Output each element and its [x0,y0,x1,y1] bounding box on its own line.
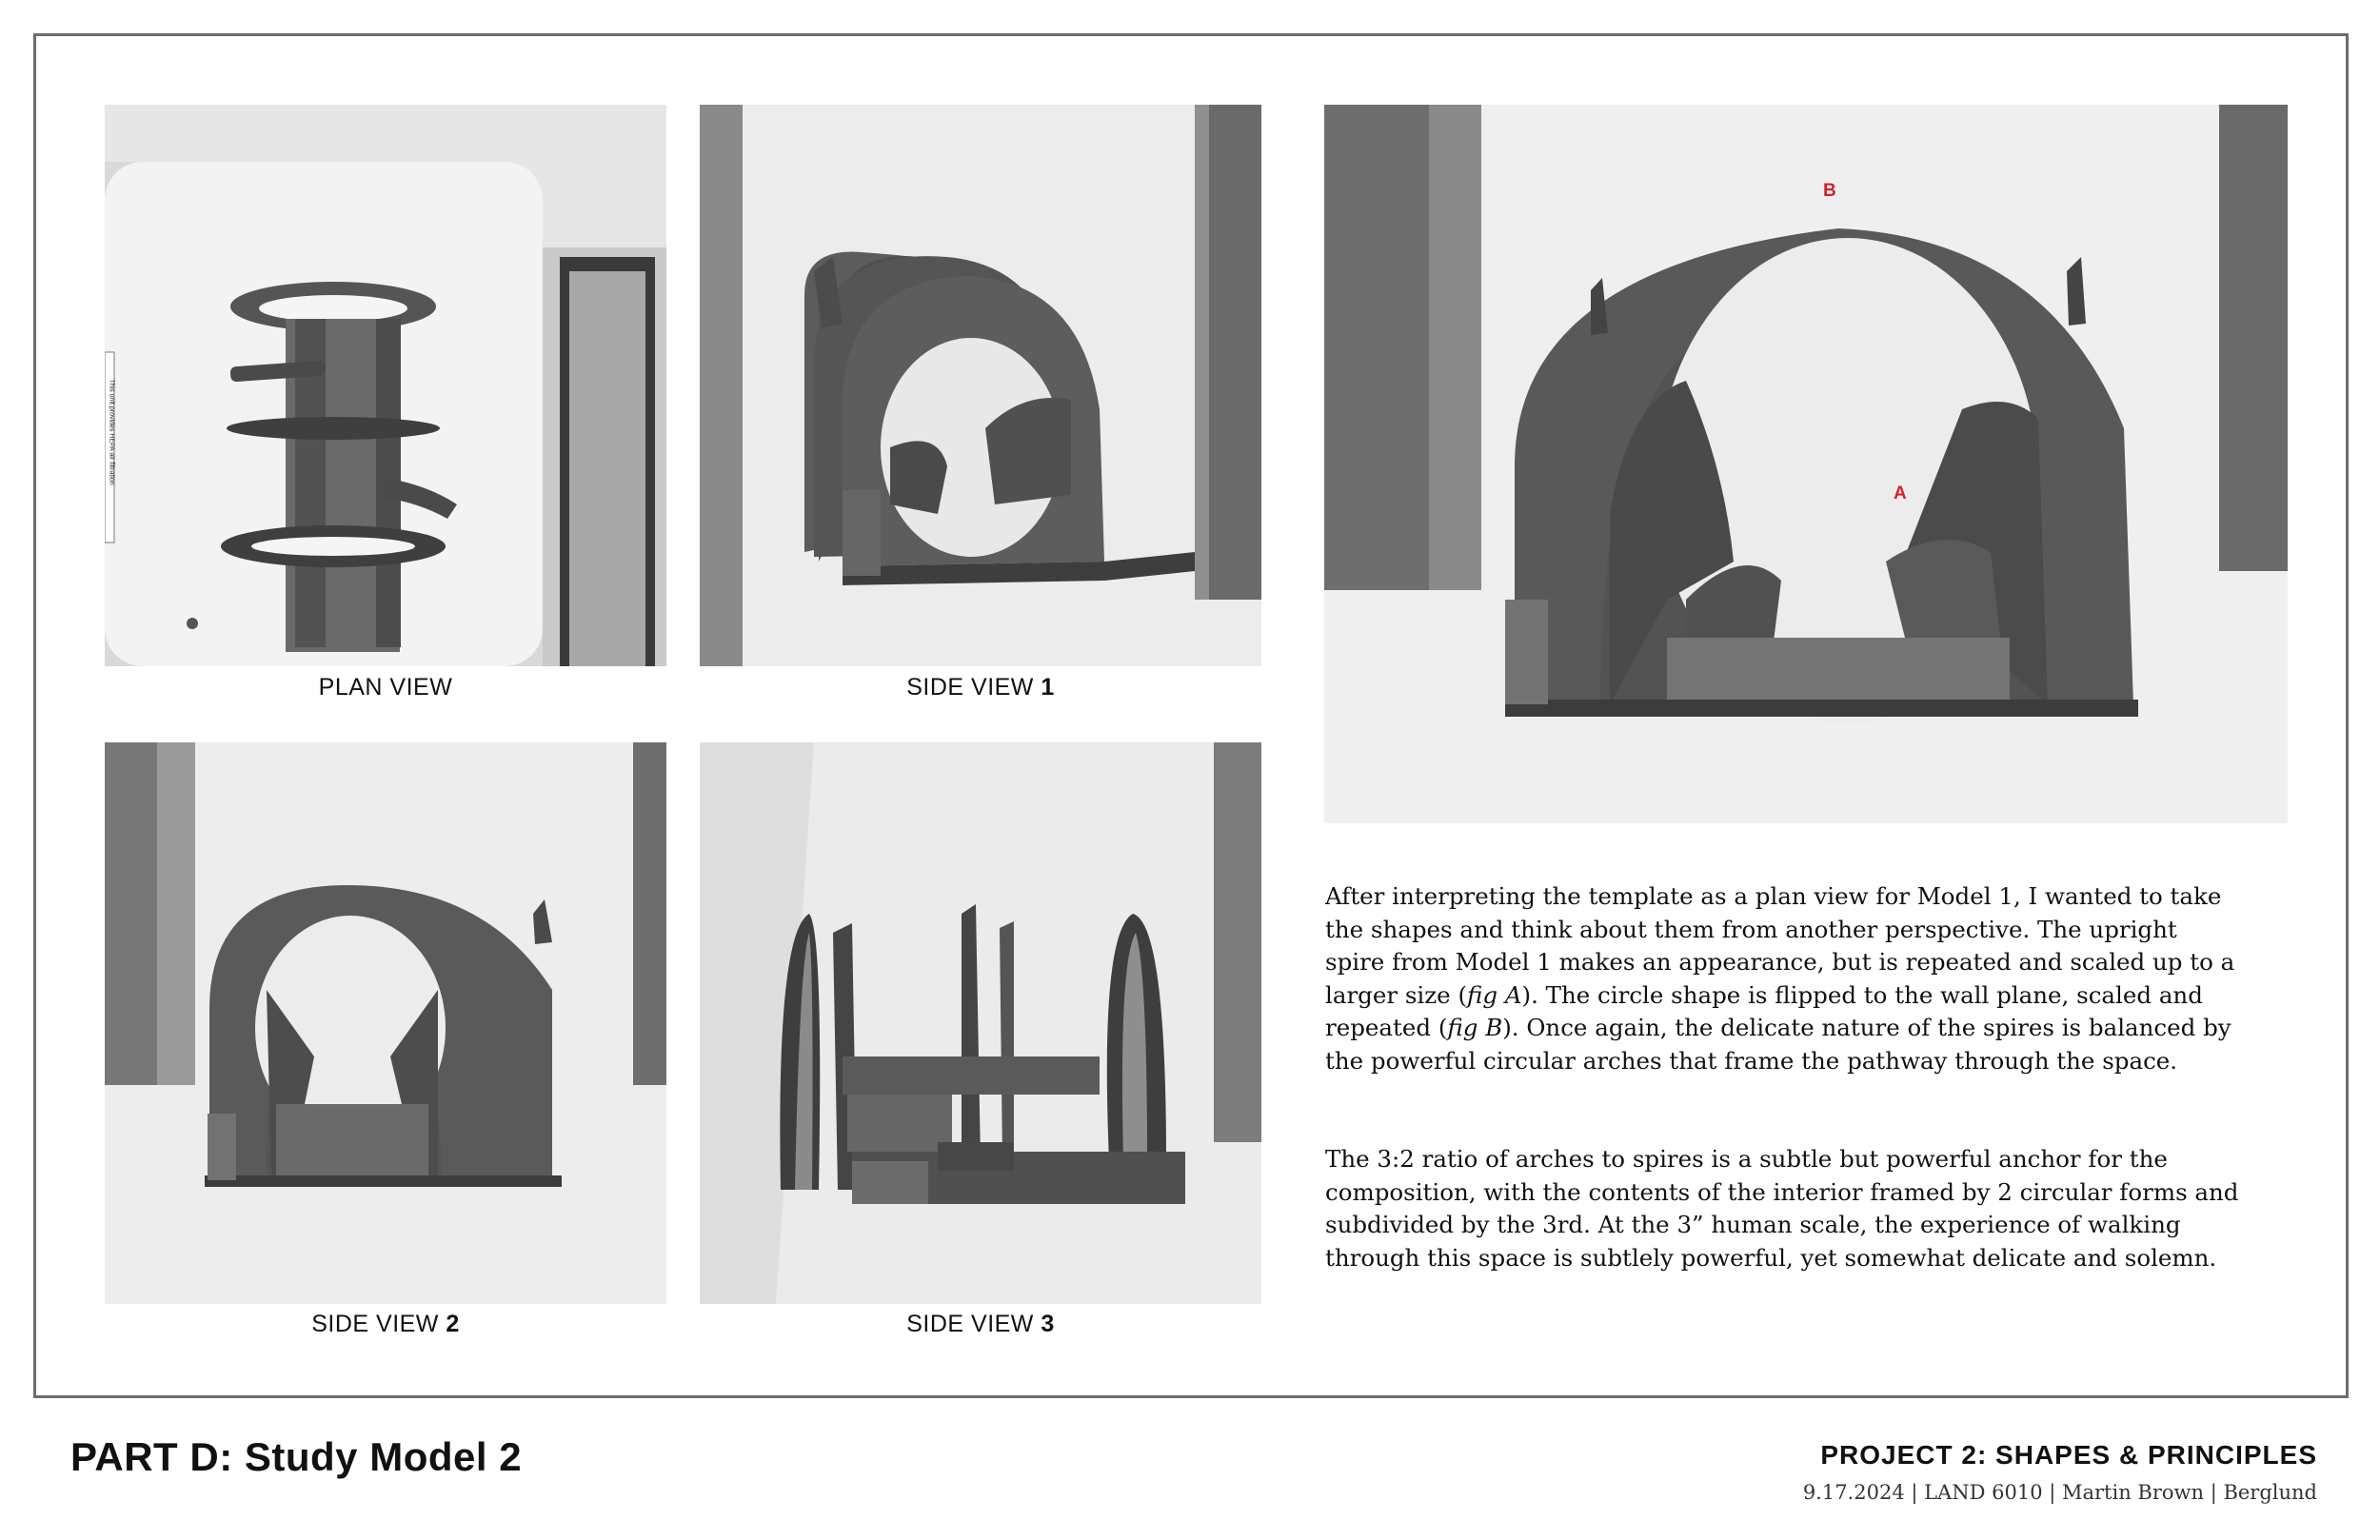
project-meta: 9.17.2024 | LAND 6010 | Martin Brown | Berglund [1802,1481,2317,1504]
fig-b-marker: B [1823,181,1836,201]
side-view-1-photo [700,105,1261,666]
side-view-2-photo [105,742,666,1304]
main-elevation-photo [1324,105,2288,823]
description-paragraph-2: The 3:2 ratio of arches to spires is a subtle but powerful anchor for the composition, with the contents of the interior framed by 2 circular forms and subdivided by the 3rd. At the 3” human scale, the experience of walking through this space is subtlely powerful, yet somewhat delicate and solemn. [1325,1145,2239,1272]
description-paragraph-1: After interpreting the template as a plan view for Model 1, I wanted to take the shapes and think about them from another perspective. The upright spire from Model 1 makes an appearance, but is repeated and scaled up to a larger size (fig A). The circle shape is flipped to the wall plane, scaled and repeated (fig B). Once again, the delicate nature of the spires is balanced by the powerful circular arches that frame the pathway through the space. [1325,882,2235,1075]
side-view-3-photo [700,742,1261,1304]
caption-side-view-2: SIDE VIEW 2 [311,1311,460,1337]
fig-a-marker: A [1894,484,1907,503]
project-title: PROJECT 2: SHAPES & PRINCIPLES [1820,1440,2317,1470]
caption-side-view-3: SIDE VIEW 3 [906,1311,1055,1337]
caption-plan-view: PLAN VIEW [318,674,453,701]
caption-side-view-1: SIDE VIEW 1 [906,674,1055,701]
plan-view-photo [105,105,666,666]
plan-view-label: This unit provides HEPA air filtration [108,379,115,485]
page-title: PART D: Study Model 2 [70,1434,523,1479]
